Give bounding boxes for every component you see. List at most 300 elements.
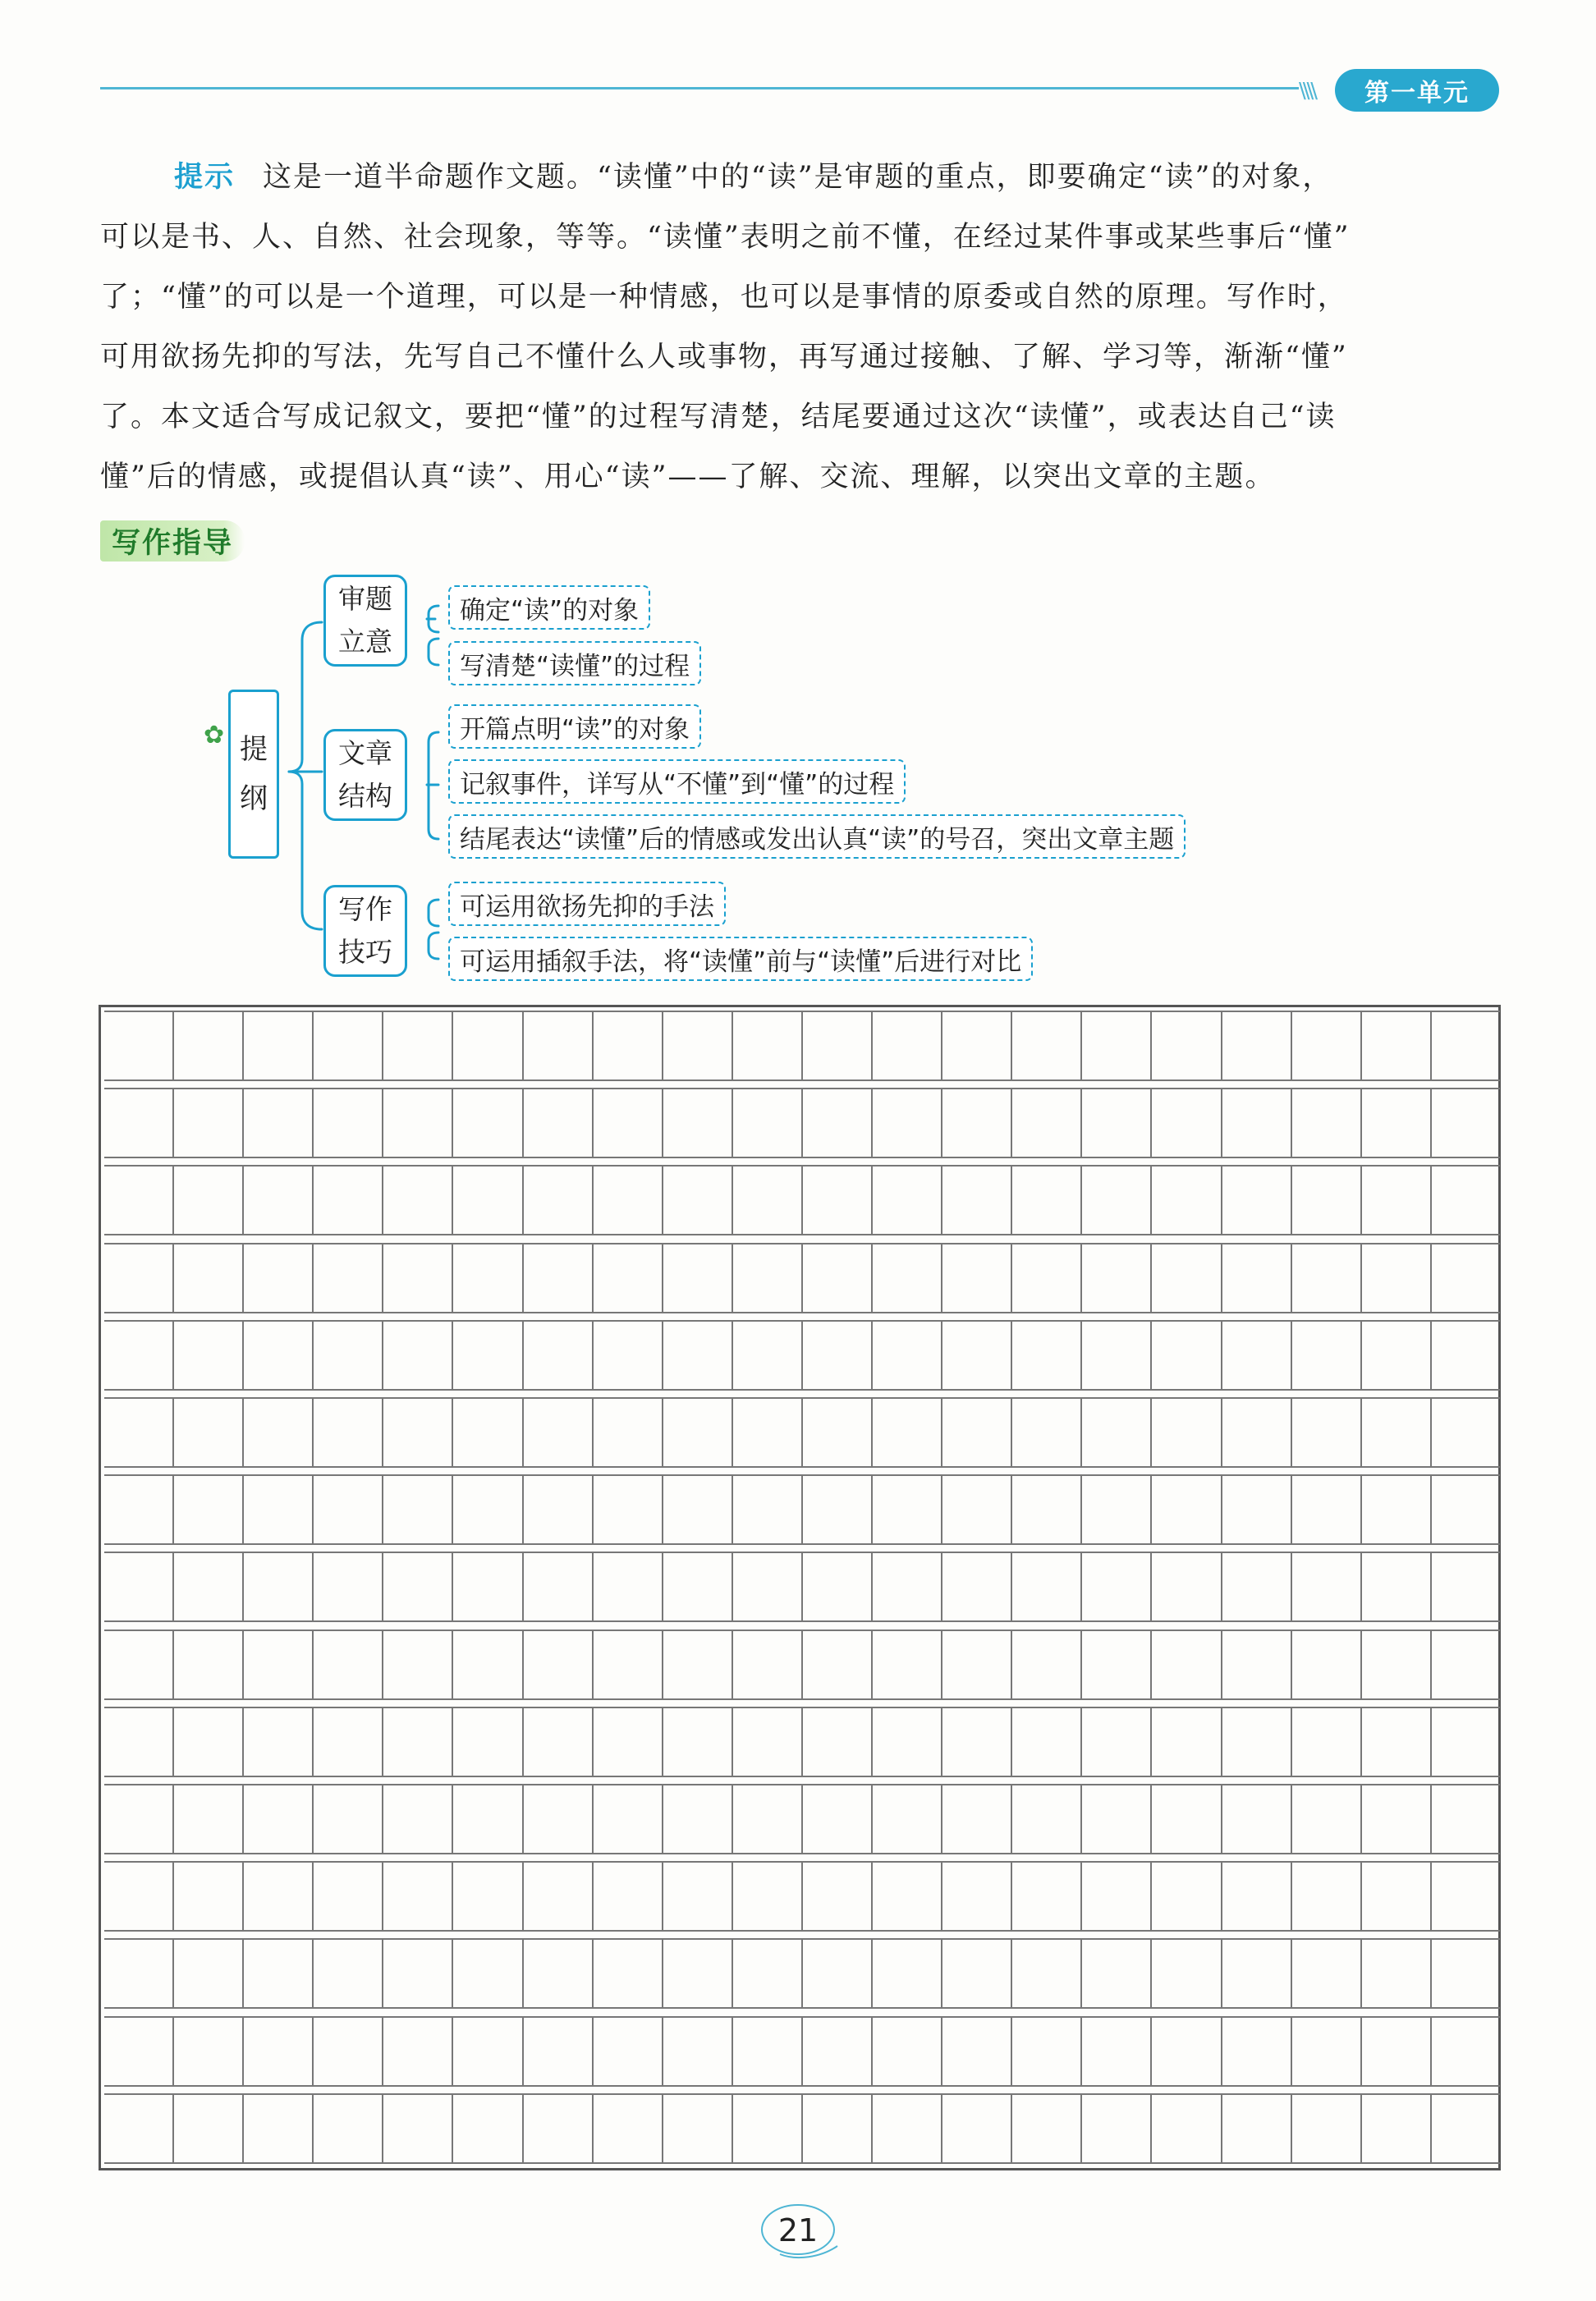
grid-cell[interactable] [871,2016,941,2087]
grid-cell[interactable] [242,1397,312,1468]
grid-cell[interactable] [1011,1320,1080,1391]
grid-cell[interactable] [732,1861,801,1932]
grid-cell[interactable] [871,1861,941,1932]
grid-cell[interactable] [1011,1552,1080,1622]
grid-cell[interactable] [382,1243,452,1313]
grid-cell[interactable] [1360,1474,1430,1545]
grid-cell[interactable] [522,1707,592,1777]
grid-cell[interactable] [801,1629,871,1700]
grid-cell[interactable] [452,2016,521,2087]
grid-cell[interactable] [732,1165,801,1235]
grid-cell[interactable] [104,1011,172,1081]
grid-cell[interactable] [1430,1552,1500,1622]
grid-cell[interactable] [662,2016,732,2087]
grid-cell[interactable] [1150,1861,1220,1932]
grid-cell[interactable] [104,1552,172,1622]
grid-cell[interactable] [1011,1707,1080,1777]
grid-cell[interactable] [452,1552,521,1622]
grid-cell[interactable] [172,1320,242,1391]
grid-cell[interactable] [732,1784,801,1854]
grid-cell[interactable] [732,1243,801,1313]
grid-cell[interactable] [1360,1243,1430,1313]
grid-cell[interactable] [662,1320,732,1391]
grid-cell[interactable] [1360,1784,1430,1854]
grid-cell[interactable] [941,1165,1011,1235]
grid-cell[interactable] [242,1552,312,1622]
grid-cell[interactable] [522,1938,592,2009]
grid-cell[interactable] [1080,1629,1150,1700]
grid-cell[interactable] [242,1320,312,1391]
grid-cell[interactable] [1360,1011,1430,1081]
grid-cell[interactable] [732,1011,801,1081]
grid-cell[interactable] [941,1474,1011,1545]
grid-cell[interactable] [1291,1552,1360,1622]
grid-cell[interactable] [1360,1861,1430,1932]
grid-cell[interactable] [522,1088,592,1158]
grid-cell[interactable] [1430,1707,1500,1777]
grid-cell[interactable] [1291,1088,1360,1158]
grid-cell[interactable] [871,1165,941,1235]
grid-cell[interactable] [1430,2093,1500,2164]
grid-cell[interactable] [522,1784,592,1854]
grid-cell[interactable] [382,1397,452,1468]
grid-cell[interactable] [941,1938,1011,2009]
grid-cell[interactable] [522,1629,592,1700]
grid-cell[interactable] [1080,1397,1150,1468]
grid-cell[interactable] [1221,1784,1291,1854]
grid-cell[interactable] [1360,1552,1430,1622]
grid-cell[interactable] [382,1938,452,2009]
grid-cell[interactable] [172,1088,242,1158]
grid-cell[interactable] [732,1320,801,1391]
grid-cell[interactable] [801,1707,871,1777]
grid-cell[interactable] [172,1707,242,1777]
grid-cell[interactable] [592,2093,662,2164]
grid-cell[interactable] [662,1011,732,1081]
grid-cell[interactable] [312,2016,382,2087]
grid-cell[interactable] [1221,1320,1291,1391]
grid-cell[interactable] [1221,1707,1291,1777]
grid-cell[interactable] [1221,1938,1291,2009]
grid-cell[interactable] [801,1243,871,1313]
grid-cell[interactable] [662,1784,732,1854]
grid-cell[interactable] [242,1165,312,1235]
grid-cell[interactable] [1360,1938,1430,2009]
grid-cell[interactable] [172,1474,242,1545]
grid-cell[interactable] [242,1707,312,1777]
grid-cell[interactable] [801,1397,871,1468]
grid-cell[interactable] [522,1474,592,1545]
grid-cell[interactable] [382,1707,452,1777]
grid-cell[interactable] [1150,1938,1220,2009]
grid-cell[interactable] [1291,1474,1360,1545]
grid-cell[interactable] [1150,1397,1220,1468]
grid-cell[interactable] [662,1088,732,1158]
grid-cell[interactable] [1011,1861,1080,1932]
grid-cell[interactable] [592,1707,662,1777]
grid-cell[interactable] [522,1011,592,1081]
grid-cell[interactable] [662,1629,732,1700]
grid-cell[interactable] [1291,1861,1360,1932]
grid-cell[interactable] [312,1552,382,1622]
grid-cell[interactable] [662,1552,732,1622]
grid-cell[interactable] [941,2093,1011,2164]
grid-cell[interactable] [1430,1861,1500,1932]
grid-cell[interactable] [592,1320,662,1391]
grid-cell[interactable] [1360,2016,1430,2087]
grid-cell[interactable] [452,1474,521,1545]
grid-cell[interactable] [172,1629,242,1700]
writing-grid[interactable] [99,1005,1501,2170]
grid-cell[interactable] [1291,1707,1360,1777]
grid-cell[interactable] [732,1088,801,1158]
grid-cell[interactable] [104,2016,172,2087]
grid-cell[interactable] [242,1474,312,1545]
grid-cell[interactable] [312,1320,382,1391]
grid-cell[interactable] [941,1397,1011,1468]
grid-cell[interactable] [382,1011,452,1081]
grid-cell[interactable] [172,1938,242,2009]
grid-cell[interactable] [941,1707,1011,1777]
grid-cell[interactable] [242,1629,312,1700]
grid-cell[interactable] [1221,1165,1291,1235]
grid-cell[interactable] [1080,1474,1150,1545]
grid-cell[interactable] [1221,1629,1291,1700]
grid-cell[interactable] [382,1320,452,1391]
grid-cell[interactable] [662,1165,732,1235]
grid-cell[interactable] [1150,1474,1220,1545]
grid-cell[interactable] [172,1011,242,1081]
grid-cell[interactable] [242,1243,312,1313]
grid-cell[interactable] [312,1784,382,1854]
grid-cell[interactable] [104,2093,172,2164]
grid-cell[interactable] [522,1397,592,1468]
grid-cell[interactable] [1080,1552,1150,1622]
grid-cell[interactable] [1080,1088,1150,1158]
grid-cell[interactable] [104,1397,172,1468]
grid-cell[interactable] [312,1474,382,1545]
grid-cell[interactable] [1221,2016,1291,2087]
grid-cell[interactable] [1430,1629,1500,1700]
grid-cell[interactable] [242,1088,312,1158]
grid-cell[interactable] [104,1861,172,1932]
grid-cell[interactable] [1291,1397,1360,1468]
grid-cell[interactable] [1430,1320,1500,1391]
grid-cell[interactable] [592,1243,662,1313]
grid-cell[interactable] [172,1397,242,1468]
grid-cell[interactable] [801,1088,871,1158]
grid-cell[interactable] [452,1243,521,1313]
grid-cell[interactable] [452,1011,521,1081]
grid-cell[interactable] [1360,1165,1430,1235]
grid-cell[interactable] [452,1707,521,1777]
grid-cell[interactable] [1291,1320,1360,1391]
grid-cell[interactable] [1430,1397,1500,1468]
grid-cell[interactable] [1150,1629,1220,1700]
grid-cell[interactable] [242,2093,312,2164]
grid-cell[interactable] [1360,1088,1430,1158]
grid-cell[interactable] [172,2016,242,2087]
grid-cell[interactable] [1221,1088,1291,1158]
grid-cell[interactable] [104,1243,172,1313]
grid-cell[interactable] [452,2093,521,2164]
grid-cell[interactable] [1360,1707,1430,1777]
grid-cell[interactable] [172,1784,242,1854]
grid-cell[interactable] [662,1707,732,1777]
grid-cell[interactable] [172,2093,242,2164]
grid-cell[interactable] [382,1784,452,1854]
grid-cell[interactable] [522,2016,592,2087]
grid-cell[interactable] [172,1243,242,1313]
grid-cell[interactable] [1150,1707,1220,1777]
grid-cell[interactable] [1291,2016,1360,2087]
grid-cell[interactable] [1430,1011,1500,1081]
grid-cell[interactable] [382,2093,452,2164]
grid-cell[interactable] [801,1165,871,1235]
grid-cell[interactable] [1150,2016,1220,2087]
grid-cell[interactable] [1150,1088,1220,1158]
grid-cell[interactable] [592,1165,662,1235]
grid-cell[interactable] [312,1707,382,1777]
grid-cell[interactable] [1291,2093,1360,2164]
grid-cell[interactable] [662,1861,732,1932]
grid-cell[interactable] [662,1397,732,1468]
grid-cell[interactable] [242,1784,312,1854]
grid-cell[interactable] [1011,1088,1080,1158]
grid-cell[interactable] [592,1011,662,1081]
grid-cell[interactable] [1080,1320,1150,1391]
grid-cell[interactable] [104,1088,172,1158]
grid-cell[interactable] [871,1707,941,1777]
grid-cell[interactable] [1291,1165,1360,1235]
grid-cell[interactable] [592,1552,662,1622]
grid-cell[interactable] [1430,1474,1500,1545]
grid-cell[interactable] [871,1320,941,1391]
grid-cell[interactable] [1150,1320,1220,1391]
grid-cell[interactable] [1150,1011,1220,1081]
grid-cell[interactable] [1291,1629,1360,1700]
grid-cell[interactable] [801,1784,871,1854]
grid-cell[interactable] [592,2016,662,2087]
grid-cell[interactable] [801,1861,871,1932]
grid-cell[interactable] [871,1397,941,1468]
grid-cell[interactable] [382,1088,452,1158]
grid-cell[interactable] [592,1861,662,1932]
grid-cell[interactable] [242,2016,312,2087]
grid-cell[interactable] [1291,1243,1360,1313]
grid-cell[interactable] [312,1861,382,1932]
grid-cell[interactable] [592,1397,662,1468]
grid-cell[interactable] [801,1938,871,2009]
grid-cell[interactable] [1080,1707,1150,1777]
grid-cell[interactable] [452,1088,521,1158]
grid-cell[interactable] [941,1243,1011,1313]
grid-cell[interactable] [941,2016,1011,2087]
grid-cell[interactable] [1430,1243,1500,1313]
grid-cell[interactable] [1221,2093,1291,2164]
grid-cell[interactable] [1011,1243,1080,1313]
grid-cell[interactable] [312,1629,382,1700]
grid-cell[interactable] [941,1011,1011,1081]
grid-cell[interactable] [941,1552,1011,1622]
grid-cell[interactable] [312,1165,382,1235]
grid-cell[interactable] [1221,1474,1291,1545]
grid-cell[interactable] [1221,1552,1291,1622]
grid-cell[interactable] [242,1011,312,1081]
grid-cell[interactable] [732,1938,801,2009]
grid-cell[interactable] [801,1320,871,1391]
grid-cell[interactable] [1080,1938,1150,2009]
grid-cell[interactable] [312,1088,382,1158]
grid-cell[interactable] [1221,1397,1291,1468]
grid-cell[interactable] [522,2093,592,2164]
grid-cell[interactable] [801,1552,871,1622]
grid-cell[interactable] [941,1320,1011,1391]
grid-cell[interactable] [662,1938,732,2009]
grid-cell[interactable] [522,1243,592,1313]
grid-cell[interactable] [732,2016,801,2087]
grid-cell[interactable] [1080,1165,1150,1235]
grid-cell[interactable] [732,1397,801,1468]
grid-cell[interactable] [1011,1165,1080,1235]
grid-cell[interactable] [382,1629,452,1700]
grid-cell[interactable] [662,2093,732,2164]
grid-cell[interactable] [382,1474,452,1545]
grid-cell[interactable] [801,1474,871,1545]
grid-cell[interactable] [732,1474,801,1545]
grid-cell[interactable] [1080,1784,1150,1854]
grid-cell[interactable] [104,1938,172,2009]
grid-cell[interactable] [1011,1938,1080,2009]
grid-cell[interactable] [732,1707,801,1777]
grid-cell[interactable] [941,1088,1011,1158]
grid-cell[interactable] [1011,1474,1080,1545]
grid-cell[interactable] [104,1474,172,1545]
grid-cell[interactable] [871,1938,941,2009]
grid-cell[interactable] [592,1629,662,1700]
grid-cell[interactable] [941,1861,1011,1932]
grid-cell[interactable] [1080,1011,1150,1081]
grid-cell[interactable] [382,1861,452,1932]
grid-cell[interactable] [1150,1784,1220,1854]
grid-cell[interactable] [1011,1397,1080,1468]
grid-cell[interactable] [1430,1088,1500,1158]
grid-cell[interactable] [522,1320,592,1391]
grid-cell[interactable] [452,1938,521,2009]
grid-cell[interactable] [1430,1784,1500,1854]
grid-cell[interactable] [312,1397,382,1468]
grid-cell[interactable] [1150,1243,1220,1313]
grid-cell[interactable] [801,2016,871,2087]
grid-cell[interactable] [172,1552,242,1622]
grid-cell[interactable] [592,1088,662,1158]
grid-cell[interactable] [1291,1784,1360,1854]
grid-cell[interactable] [871,1474,941,1545]
grid-cell[interactable] [871,2093,941,2164]
grid-cell[interactable] [1430,1938,1500,2009]
grid-cell[interactable] [662,1243,732,1313]
grid-cell[interactable] [871,1629,941,1700]
grid-cell[interactable] [1291,1011,1360,1081]
grid-cell[interactable] [1430,1165,1500,1235]
grid-cell[interactable] [801,2093,871,2164]
grid-cell[interactable] [382,2016,452,2087]
grid-cell[interactable] [1360,1629,1430,1700]
grid-cell[interactable] [104,1165,172,1235]
grid-cell[interactable] [452,1397,521,1468]
grid-cell[interactable] [732,2093,801,2164]
grid-cell[interactable] [1080,1861,1150,1932]
grid-cell[interactable] [312,1243,382,1313]
grid-cell[interactable] [242,1938,312,2009]
grid-cell[interactable] [312,1011,382,1081]
grid-cell[interactable] [871,1784,941,1854]
grid-cell[interactable] [871,1243,941,1313]
grid-cell[interactable] [104,1629,172,1700]
grid-cell[interactable] [1011,2016,1080,2087]
grid-cell[interactable] [1150,2093,1220,2164]
grid-cell[interactable] [1011,1011,1080,1081]
grid-cell[interactable] [1011,1629,1080,1700]
grid-cell[interactable] [592,1784,662,1854]
grid-cell[interactable] [172,1165,242,1235]
grid-cell[interactable] [1150,1165,1220,1235]
grid-cell[interactable] [1080,2016,1150,2087]
grid-cell[interactable] [1011,1784,1080,1854]
grid-cell[interactable] [1080,2093,1150,2164]
grid-cell[interactable] [1360,2093,1430,2164]
grid-cell[interactable] [522,1165,592,1235]
grid-cell[interactable] [452,1861,521,1932]
grid-cell[interactable] [941,1784,1011,1854]
grid-cell[interactable] [522,1552,592,1622]
grid-cell[interactable] [104,1784,172,1854]
grid-cell[interactable] [732,1629,801,1700]
grid-cell[interactable] [452,1784,521,1854]
grid-cell[interactable] [452,1165,521,1235]
grid-cell[interactable] [172,1861,242,1932]
grid-cell[interactable] [1221,1861,1291,1932]
grid-cell[interactable] [1221,1011,1291,1081]
grid-cell[interactable] [382,1165,452,1235]
grid-cell[interactable] [1221,1243,1291,1313]
grid-cell[interactable] [242,1861,312,1932]
grid-cell[interactable] [312,1938,382,2009]
grid-cell[interactable] [1360,1320,1430,1391]
grid-cell[interactable] [104,1320,172,1391]
grid-cell[interactable] [871,1088,941,1158]
grid-cell[interactable] [312,2093,382,2164]
grid-cell[interactable] [1360,1397,1430,1468]
grid-cell[interactable] [871,1552,941,1622]
grid-cell[interactable] [662,1474,732,1545]
grid-cell[interactable] [732,1552,801,1622]
grid-cell[interactable] [1080,1243,1150,1313]
grid-cell[interactable] [1150,1552,1220,1622]
grid-cell[interactable] [941,1629,1011,1700]
grid-cell[interactable] [1291,1938,1360,2009]
grid-cell[interactable] [592,1474,662,1545]
grid-cell[interactable] [801,1011,871,1081]
grid-cell[interactable] [452,1320,521,1391]
grid-cell[interactable] [1430,2016,1500,2087]
grid-cell[interactable] [452,1629,521,1700]
grid-cell[interactable] [104,1707,172,1777]
grid-cell[interactable] [522,1861,592,1932]
grid-cell[interactable] [382,1552,452,1622]
grid-cell[interactable] [1011,2093,1080,2164]
grid-cell[interactable] [871,1011,941,1081]
